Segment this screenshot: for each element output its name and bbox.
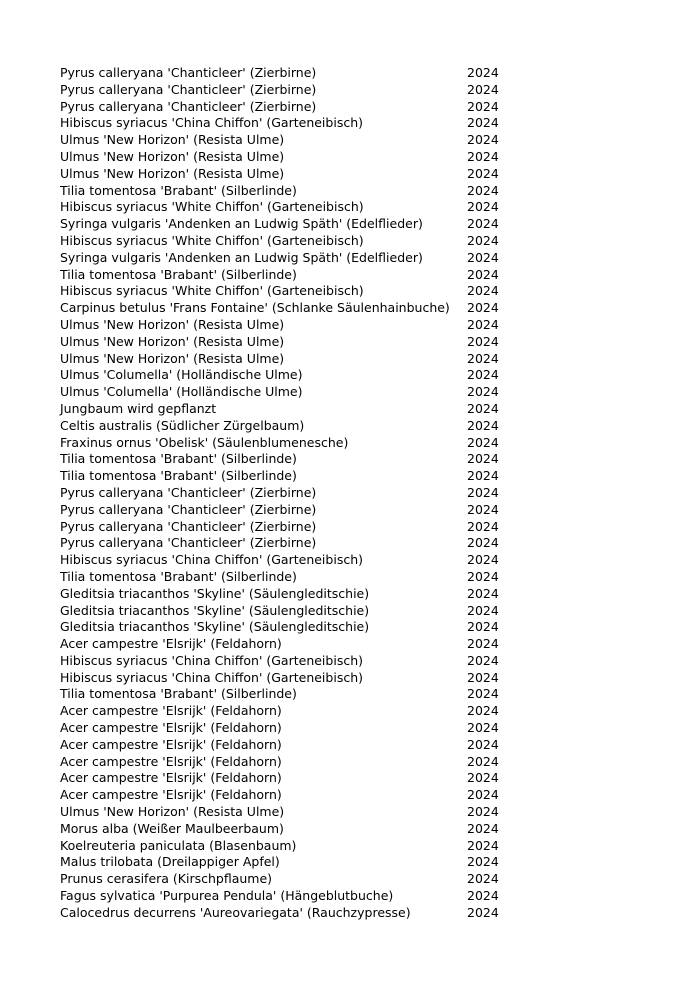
tree-name: Tilia tomentosa 'Brabant' (Silberlinde) (60, 468, 297, 484)
year-value: 2024 (467, 434, 499, 450)
list-item (60, 468, 520, 485)
tree-name: Ulmus 'New Horizon' (Resista Ulme) (60, 165, 285, 181)
tree-name: Ulmus 'Columella' (Holländische Ulme) (60, 384, 303, 400)
tree-name: Acer campestre 'Elsrijk' (Feldahorn) (60, 770, 282, 786)
list-item (60, 166, 520, 183)
list-item (60, 351, 520, 368)
tree-name: Tilia tomentosa 'Brabant' (Silberlinde) (60, 182, 297, 198)
year-value: 2024 (467, 384, 499, 400)
list-item (60, 149, 520, 166)
list-item (60, 233, 520, 250)
year-value: 2024 (467, 652, 499, 668)
year-value: 2024 (467, 602, 499, 618)
year-value: 2024 (467, 720, 499, 736)
year-value: 2024 (467, 98, 499, 114)
tree-name: Gleditsia triacanthos 'Skyline' (Säulengleditschie) (60, 619, 370, 635)
year-value: 2024 (467, 115, 499, 131)
list-item (60, 905, 520, 922)
tree-name: Morus alba (Weißer Maulbeerbaum) (60, 820, 284, 836)
tree-name: Pyrus calleryana 'Chanticleer' (Zierbirne) (60, 501, 317, 517)
year-value: 2024 (467, 148, 499, 164)
year-value: 2024 (467, 753, 499, 769)
list-item (60, 670, 520, 687)
tree-name: Hibiscus syriacus 'China Chiffon' (Garteneibisch) (60, 669, 363, 685)
tree-name: Ulmus 'New Horizon' (Resista Ulme) (60, 132, 285, 148)
year-value: 2024 (467, 249, 499, 265)
year-value: 2024 (467, 518, 499, 534)
list-item (60, 821, 520, 838)
tree-name: Ulmus 'New Horizon' (Resista Ulme) (60, 316, 285, 332)
list-item (60, 199, 520, 216)
tree-name: Hibiscus syriacus 'China Chiffon' (Garteneibisch) (60, 552, 363, 568)
list-item (60, 250, 520, 267)
year-value: 2024 (467, 81, 499, 97)
list-item (60, 65, 520, 82)
list-item (60, 317, 520, 334)
tree-name: Hibiscus syriacus 'China Chiffon' (Garteneibisch) (60, 115, 363, 131)
year-value: 2024 (467, 686, 499, 702)
tree-name: Hibiscus syriacus 'White Chiffon' (Garteneibisch) (60, 283, 364, 299)
list-item (60, 754, 520, 771)
year-value: 2024 (467, 283, 499, 299)
list-item (60, 636, 520, 653)
list-item (60, 838, 520, 855)
list-item (60, 519, 520, 536)
list-item (60, 384, 520, 401)
tree-name: Pyrus calleryana 'Chanticleer' (Zierbirne) (60, 484, 317, 500)
year-value: 2024 (467, 182, 499, 198)
year-value: 2024 (467, 300, 499, 316)
year-value: 2024 (467, 316, 499, 332)
list-item (60, 770, 520, 787)
tree-name: Acer campestre 'Elsrijk' (Feldahorn) (60, 736, 282, 752)
list-item (60, 183, 520, 200)
tree-name: Prunus cerasifera (Kirschpflaume) (60, 871, 273, 887)
year-value: 2024 (467, 367, 499, 383)
list-item (60, 99, 520, 116)
year-value: 2024 (467, 501, 499, 517)
year-value: 2024 (467, 266, 499, 282)
year-value: 2024 (467, 770, 499, 786)
tree-name: Acer campestre 'Elsrijk' (Feldahorn) (60, 636, 282, 652)
year-value: 2024 (467, 535, 499, 551)
tree-name: Celtis australis (Südlicher Zürgelbaum) (60, 417, 305, 433)
tree-name: Fagus sylvatica 'Purpurea Pendula' (Hängeblutbuche) (60, 888, 394, 904)
tree-name: Hibiscus syriacus 'White Chiffon' (Garteneibisch) (60, 232, 364, 248)
list-item (60, 586, 520, 603)
year-value: 2024 (467, 417, 499, 433)
tree-name: Acer campestre 'Elsrijk' (Feldahorn) (60, 787, 282, 803)
tree-name: Ulmus 'New Horizon' (Resista Ulme) (60, 804, 285, 820)
tree-name: Acer campestre 'Elsrijk' (Feldahorn) (60, 753, 282, 769)
tree-name: Ulmus 'New Horizon' (Resista Ulme) (60, 350, 285, 366)
list-item (60, 367, 520, 384)
year-value: 2024 (467, 400, 499, 416)
list-item (60, 854, 520, 871)
list-item (60, 871, 520, 888)
year-value: 2024 (467, 904, 499, 920)
year-value: 2024 (467, 820, 499, 836)
year-value: 2024 (467, 837, 499, 853)
tree-name: Acer campestre 'Elsrijk' (Feldahorn) (60, 720, 282, 736)
list-item (60, 334, 520, 351)
tree-name: Ulmus 'New Horizon' (Resista Ulme) (60, 148, 285, 164)
list-item (60, 435, 520, 452)
tree-name: Fraxinus ornus 'Obelisk' (Säulenblumenesche) (60, 434, 349, 450)
year-value: 2024 (467, 65, 499, 80)
year-value: 2024 (467, 552, 499, 568)
year-value: 2024 (467, 199, 499, 215)
list-item (60, 300, 520, 317)
tree-name: Jungbaum wird gepflanzt (60, 400, 217, 416)
tree-name: Koelreuteria paniculata (Blasenbaum) (60, 837, 297, 853)
year-value: 2024 (467, 232, 499, 248)
year-value: 2024 (467, 451, 499, 467)
tree-name: Calocedrus decurrens 'Aureovariegata' (Rauchzypresse) (60, 904, 411, 920)
tree-name: Tilia tomentosa 'Brabant' (Silberlinde) (60, 568, 297, 584)
list-item (60, 686, 520, 703)
list-item (60, 653, 520, 670)
tree-name: Syringa vulgaris 'Andenken an Ludwig Späth' (Edelflieder) (60, 249, 423, 265)
tree-name: Acer campestre 'Elsrijk' (Feldahorn) (60, 703, 282, 719)
list-item (60, 804, 520, 821)
list-item (60, 703, 520, 720)
tree-name: Malus trilobata (Dreilappiger Apfel) (60, 854, 280, 870)
list-item (60, 132, 520, 149)
tree-name: Hibiscus syriacus 'White Chiffon' (Garteneibisch) (60, 199, 364, 215)
list-item (60, 552, 520, 569)
tree-name: Hibiscus syriacus 'China Chiffon' (Garteneibisch) (60, 652, 363, 668)
tree-name: Ulmus 'New Horizon' (Resista Ulme) (60, 333, 285, 349)
tree-name: Tilia tomentosa 'Brabant' (Silberlinde) (60, 686, 297, 702)
tree-list (60, 65, 520, 922)
list-item (60, 267, 520, 284)
tree-name: Carpinus betulus 'Frans Fontaine' (Schlanke Säulenhainbuche) (60, 300, 450, 316)
year-value: 2024 (467, 216, 499, 232)
year-value: 2024 (467, 888, 499, 904)
year-value: 2024 (467, 787, 499, 803)
year-value: 2024 (467, 703, 499, 719)
tree-name: Syringa vulgaris 'Andenken an Ludwig Späth' (Edelflieder) (60, 216, 423, 232)
year-value: 2024 (467, 585, 499, 601)
list-item (60, 737, 520, 754)
tree-name: Ulmus 'Columella' (Holländische Ulme) (60, 367, 303, 383)
list-item (60, 569, 520, 586)
year-value: 2024 (467, 333, 499, 349)
tree-name: Pyrus calleryana 'Chanticleer' (Zierbirne) (60, 81, 317, 97)
year-value: 2024 (467, 854, 499, 870)
list-item (60, 535, 520, 552)
list-item (60, 888, 520, 905)
year-value: 2024 (467, 871, 499, 887)
tree-name: Gleditsia triacanthos 'Skyline' (Säulengleditschie) (60, 602, 370, 618)
list-item (60, 115, 520, 132)
tree-name: Gleditsia triacanthos 'Skyline' (Säulengleditschie) (60, 585, 370, 601)
list-item (60, 451, 520, 468)
list-item (60, 485, 520, 502)
year-value: 2024 (467, 619, 499, 635)
year-value: 2024 (467, 132, 499, 148)
list-item (60, 82, 520, 99)
tree-name: Tilia tomentosa 'Brabant' (Silberlinde) (60, 451, 297, 467)
year-value: 2024 (467, 636, 499, 652)
year-value: 2024 (467, 736, 499, 752)
tree-name: Tilia tomentosa 'Brabant' (Silberlinde) (60, 266, 297, 282)
list-item (60, 502, 520, 519)
list-item (60, 401, 520, 418)
year-value: 2024 (467, 669, 499, 685)
list-item (60, 787, 520, 804)
list-item (60, 418, 520, 435)
list-item (60, 283, 520, 300)
list-item (60, 619, 520, 636)
tree-name: Pyrus calleryana 'Chanticleer' (Zierbirne) (60, 535, 317, 551)
year-value: 2024 (467, 350, 499, 366)
year-value: 2024 (467, 804, 499, 820)
tree-name: Pyrus calleryana 'Chanticleer' (Zierbirne) (60, 98, 317, 114)
year-value: 2024 (467, 468, 499, 484)
year-value: 2024 (467, 484, 499, 500)
year-value: 2024 (467, 568, 499, 584)
year-value: 2024 (467, 165, 499, 181)
list-item (60, 216, 520, 233)
list-item (60, 603, 520, 620)
tree-name: Pyrus calleryana 'Chanticleer' (Zierbirne) (60, 518, 317, 534)
list-item (60, 720, 520, 737)
tree-name: Pyrus calleryana 'Chanticleer' (Zierbirne) (60, 65, 317, 80)
